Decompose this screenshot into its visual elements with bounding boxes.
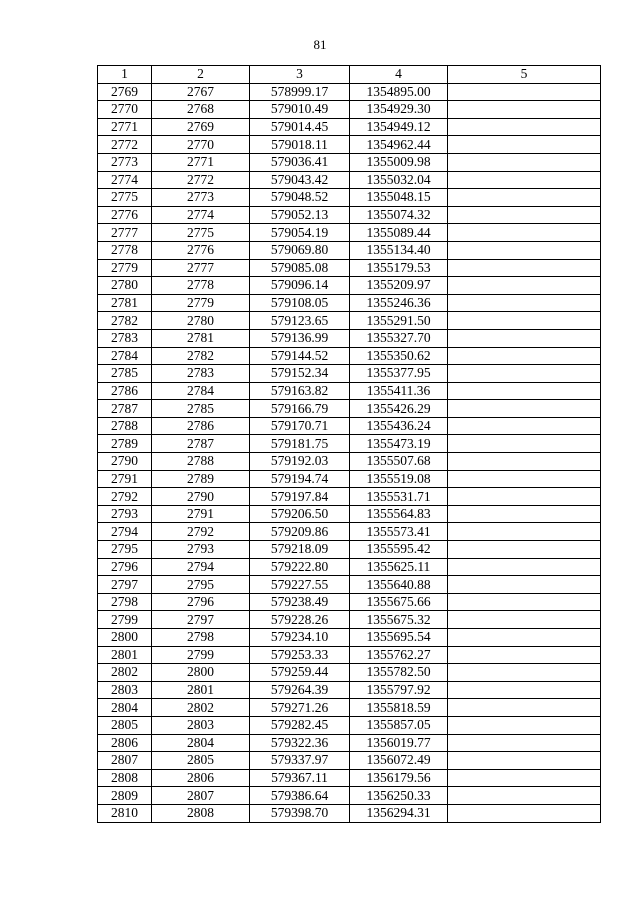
table-cell-col-5 <box>448 541 601 559</box>
table-cell-col-3: 579069.80 <box>250 241 350 259</box>
table-row <box>98 505 601 523</box>
table-cell-col-1: 2805 <box>98 716 152 734</box>
table-cell-col-5 <box>448 83 601 101</box>
table-cell-col-1: 2804 <box>98 699 152 717</box>
table-cell-col-1: 2801 <box>98 646 152 664</box>
table-cell-col-2: 2779 <box>152 294 250 312</box>
table-cell-col-1: 2781 <box>98 294 152 312</box>
table-cell-col-5 <box>448 259 601 277</box>
table-cell-col-4: 1355818.59 <box>350 699 448 717</box>
table-cell-col-5 <box>448 118 601 136</box>
table-cell-col-5 <box>448 505 601 523</box>
table-cell-col-5 <box>448 629 601 647</box>
table-cell-col-4: 1355762.27 <box>350 646 448 664</box>
table-row <box>98 136 601 154</box>
table-cell-col-4: 1354895.00 <box>350 83 448 101</box>
table-cell-col-1: 2772 <box>98 136 152 154</box>
table-row <box>98 189 601 207</box>
table-row <box>98 417 601 435</box>
table-cell-col-2: 2798 <box>152 629 250 647</box>
table-cell-col-2: 2768 <box>152 101 250 119</box>
coordinates-table <box>97 65 601 823</box>
table-cell-col-2: 2783 <box>152 365 250 383</box>
table-cell-col-4: 1355473.19 <box>350 435 448 453</box>
table-cell-col-2: 2795 <box>152 576 250 594</box>
table-row <box>98 453 601 471</box>
table-cell-col-4: 1355009.98 <box>350 153 448 171</box>
table-row <box>98 734 601 752</box>
table-header-row <box>98 66 601 84</box>
table-cell-col-1: 2792 <box>98 488 152 506</box>
table-cell-col-4: 1355032.04 <box>350 171 448 189</box>
table-cell-col-1: 2793 <box>98 505 152 523</box>
table-cell-col-3: 579048.52 <box>250 189 350 207</box>
table-cell-col-5 <box>448 716 601 734</box>
table-cell-col-4: 1356072.49 <box>350 752 448 770</box>
table-cell-col-1: 2788 <box>98 417 152 435</box>
table-cell-col-5 <box>448 804 601 822</box>
table-cell-col-1: 2776 <box>98 206 152 224</box>
table-cell-col-2: 2780 <box>152 312 250 330</box>
column-header-3: 3 <box>250 66 350 84</box>
table-cell-col-1: 2786 <box>98 382 152 400</box>
table-cell-col-3: 579228.26 <box>250 611 350 629</box>
table-row <box>98 523 601 541</box>
table-cell-col-2: 2790 <box>152 488 250 506</box>
table-cell-col-1: 2794 <box>98 523 152 541</box>
table-cell-col-5 <box>448 611 601 629</box>
column-header-1: 1 <box>98 66 152 84</box>
table-cell-col-1: 2796 <box>98 558 152 576</box>
table-cell-col-2: 2805 <box>152 752 250 770</box>
table-row <box>98 699 601 717</box>
table-row <box>98 435 601 453</box>
table-cell-col-2: 2772 <box>152 171 250 189</box>
table-cell-col-3: 579386.64 <box>250 787 350 805</box>
table-row <box>98 558 601 576</box>
table-cell-col-3: 579152.34 <box>250 365 350 383</box>
table-cell-col-2: 2782 <box>152 347 250 365</box>
table-cell-col-2: 2802 <box>152 699 250 717</box>
table-cell-col-2: 2784 <box>152 382 250 400</box>
table-cell-col-5 <box>448 365 601 383</box>
table-row <box>98 171 601 189</box>
table-cell-col-2: 2776 <box>152 241 250 259</box>
table-cell-col-2: 2791 <box>152 505 250 523</box>
table-cell-col-4: 1355246.36 <box>350 294 448 312</box>
table-cell-col-1: 2810 <box>98 804 152 822</box>
page-number: 81 <box>313 37 327 52</box>
table-row <box>98 576 601 594</box>
table-cell-col-1: 2795 <box>98 541 152 559</box>
table-cell-col-2: 2778 <box>152 277 250 295</box>
table-row <box>98 541 601 559</box>
table-row <box>98 347 601 365</box>
table-cell-col-2: 2787 <box>152 435 250 453</box>
table-row <box>98 787 601 805</box>
table-cell-col-1: 2780 <box>98 277 152 295</box>
table-cell-col-1: 2807 <box>98 752 152 770</box>
table-cell-col-5 <box>448 417 601 435</box>
table-cell-col-1: 2779 <box>98 259 152 277</box>
table-cell-col-3: 579108.05 <box>250 294 350 312</box>
table-cell-col-5 <box>448 277 601 295</box>
table-cell-col-4: 1355695.54 <box>350 629 448 647</box>
table-cell-col-5 <box>448 189 601 207</box>
table-cell-col-5 <box>448 523 601 541</box>
table-cell-col-3: 579206.50 <box>250 505 350 523</box>
table-cell-col-4: 1354929.30 <box>350 101 448 119</box>
table-cell-col-1: 2797 <box>98 576 152 594</box>
table-cell-col-4: 1355291.50 <box>350 312 448 330</box>
table-cell-col-1: 2778 <box>98 241 152 259</box>
table-cell-col-3: 579234.10 <box>250 629 350 647</box>
table-cell-col-3: 579282.45 <box>250 716 350 734</box>
table-cell-col-1: 2806 <box>98 734 152 752</box>
table-cell-col-2: 2789 <box>152 470 250 488</box>
table-cell-col-3: 579264.39 <box>250 681 350 699</box>
table-cell-col-1: 2809 <box>98 787 152 805</box>
table-cell-col-2: 2803 <box>152 716 250 734</box>
table-cell-col-5 <box>448 206 601 224</box>
table-row <box>98 400 601 418</box>
table-cell-col-3: 578999.17 <box>250 83 350 101</box>
table-cell-col-2: 2775 <box>152 224 250 242</box>
table-cell-col-4: 1355209.97 <box>350 277 448 295</box>
table-cell-col-2: 2777 <box>152 259 250 277</box>
table-cell-col-5 <box>448 382 601 400</box>
table-cell-col-5 <box>448 593 601 611</box>
table-body <box>98 83 601 822</box>
table-cell-col-3: 579322.36 <box>250 734 350 752</box>
table-row <box>98 646 601 664</box>
table-cell-col-5 <box>448 241 601 259</box>
table-cell-col-4: 1356294.31 <box>350 804 448 822</box>
table-cell-col-3: 579166.79 <box>250 400 350 418</box>
table-row <box>98 365 601 383</box>
table-cell-col-5 <box>448 752 601 770</box>
table-cell-col-5 <box>448 453 601 471</box>
table-cell-col-1: 2770 <box>98 101 152 119</box>
table-cell-col-4: 1355074.32 <box>350 206 448 224</box>
table-cell-col-2: 2804 <box>152 734 250 752</box>
table-row <box>98 83 601 101</box>
table-cell-col-1: 2787 <box>98 400 152 418</box>
table-cell-col-4: 1354962.44 <box>350 136 448 154</box>
table-cell-col-2: 2794 <box>152 558 250 576</box>
table-cell-col-3: 579136.99 <box>250 329 350 347</box>
column-header-2: 2 <box>152 66 250 84</box>
table-cell-col-4: 1355595.42 <box>350 541 448 559</box>
table-cell-col-3: 579222.80 <box>250 558 350 576</box>
table-cell-col-4: 1355089.44 <box>350 224 448 242</box>
table-cell-col-1: 2800 <box>98 629 152 647</box>
table-cell-col-4: 1356179.56 <box>350 769 448 787</box>
table-cell-col-2: 2806 <box>152 769 250 787</box>
table-cell-col-4: 1355327.70 <box>350 329 448 347</box>
table-cell-col-3: 579337.97 <box>250 752 350 770</box>
table-cell-col-3: 579209.86 <box>250 523 350 541</box>
table-cell-col-4: 1355797.92 <box>350 681 448 699</box>
table-cell-col-4: 1355625.11 <box>350 558 448 576</box>
table-cell-col-3: 579096.14 <box>250 277 350 295</box>
table-row <box>98 153 601 171</box>
table-cell-col-2: 2781 <box>152 329 250 347</box>
table-row <box>98 241 601 259</box>
table-row <box>98 769 601 787</box>
column-header-4: 4 <box>350 66 448 84</box>
table-cell-col-5 <box>448 488 601 506</box>
table-cell-col-3: 579181.75 <box>250 435 350 453</box>
table-cell-col-4: 1355573.41 <box>350 523 448 541</box>
table-cell-col-2: 2793 <box>152 541 250 559</box>
table-cell-col-3: 579253.33 <box>250 646 350 664</box>
table-cell-col-5 <box>448 769 601 787</box>
table-row <box>98 312 601 330</box>
table-cell-col-3: 579054.19 <box>250 224 350 242</box>
table-cell-col-5 <box>448 787 601 805</box>
table-cell-col-3: 579192.03 <box>250 453 350 471</box>
table-cell-col-4: 1355531.71 <box>350 488 448 506</box>
table-cell-col-4: 1355350.62 <box>350 347 448 365</box>
table-cell-col-1: 2784 <box>98 347 152 365</box>
table-cell-col-4: 1355411.36 <box>350 382 448 400</box>
table-row <box>98 294 601 312</box>
table-cell-col-1: 2769 <box>98 83 152 101</box>
table-cell-col-4: 1355436.24 <box>350 417 448 435</box>
table-cell-col-4: 1355519.08 <box>350 470 448 488</box>
table-cell-col-2: 2792 <box>152 523 250 541</box>
table-cell-col-4: 1355857.05 <box>350 716 448 734</box>
table-cell-col-1: 2775 <box>98 189 152 207</box>
table-row <box>98 593 601 611</box>
table-cell-col-5 <box>448 435 601 453</box>
table-row <box>98 259 601 277</box>
table-cell-col-3: 579036.41 <box>250 153 350 171</box>
table-cell-col-1: 2783 <box>98 329 152 347</box>
table-cell-col-3: 579367.11 <box>250 769 350 787</box>
table-cell-col-4: 1355675.66 <box>350 593 448 611</box>
table-cell-col-2: 2773 <box>152 189 250 207</box>
table-row <box>98 752 601 770</box>
table-cell-col-2: 2799 <box>152 646 250 664</box>
table-cell-col-3: 579218.09 <box>250 541 350 559</box>
table-row <box>98 118 601 136</box>
table-cell-col-4: 1355675.32 <box>350 611 448 629</box>
table-cell-col-3: 579144.52 <box>250 347 350 365</box>
table-cell-col-1: 2785 <box>98 365 152 383</box>
table-cell-col-1: 2803 <box>98 681 152 699</box>
table-cell-col-1: 2808 <box>98 769 152 787</box>
table-row <box>98 224 601 242</box>
table-cell-col-3: 579085.08 <box>250 259 350 277</box>
table-cell-col-4: 1355564.83 <box>350 505 448 523</box>
table-cell-col-2: 2808 <box>152 804 250 822</box>
table-row <box>98 470 601 488</box>
table-cell-col-1: 2777 <box>98 224 152 242</box>
table-cell-col-5 <box>448 171 601 189</box>
table-cell-col-5 <box>448 153 601 171</box>
table-cell-col-5 <box>448 294 601 312</box>
table-cell-col-1: 2782 <box>98 312 152 330</box>
table-cell-col-1: 2773 <box>98 153 152 171</box>
table-cell-col-3: 579194.74 <box>250 470 350 488</box>
table-cell-col-5 <box>448 136 601 154</box>
table-cell-col-5 <box>448 312 601 330</box>
table-cell-col-5 <box>448 576 601 594</box>
table-cell-col-2: 2770 <box>152 136 250 154</box>
table-cell-col-3: 579238.49 <box>250 593 350 611</box>
table-cell-col-3: 579197.84 <box>250 488 350 506</box>
table-cell-col-1: 2799 <box>98 611 152 629</box>
table-cell-col-2: 2797 <box>152 611 250 629</box>
table-row <box>98 488 601 506</box>
table-cell-col-2: 2786 <box>152 417 250 435</box>
table-cell-col-2: 2796 <box>152 593 250 611</box>
table-cell-col-3: 579123.65 <box>250 312 350 330</box>
table-cell-col-1: 2791 <box>98 470 152 488</box>
table-cell-col-4: 1355507.68 <box>350 453 448 471</box>
table-cell-col-3: 579018.11 <box>250 136 350 154</box>
table-cell-col-2: 2774 <box>152 206 250 224</box>
table-cell-col-5 <box>448 101 601 119</box>
table-cell-col-3: 579259.44 <box>250 664 350 682</box>
table-row <box>98 277 601 295</box>
column-header-5: 5 <box>448 66 601 84</box>
table-cell-col-2: 2800 <box>152 664 250 682</box>
table-cell-col-1: 2771 <box>98 118 152 136</box>
table-cell-col-3: 579170.71 <box>250 417 350 435</box>
table-cell-col-5 <box>448 664 601 682</box>
table-cell-col-4: 1356019.77 <box>350 734 448 752</box>
table-row <box>98 329 601 347</box>
table-cell-col-3: 579010.49 <box>250 101 350 119</box>
table-cell-col-3: 579052.13 <box>250 206 350 224</box>
table-cell-col-1: 2789 <box>98 435 152 453</box>
table-row <box>98 611 601 629</box>
table-cell-col-5 <box>448 224 601 242</box>
table-cell-col-2: 2788 <box>152 453 250 471</box>
table-row <box>98 101 601 119</box>
table-cell-col-5 <box>448 470 601 488</box>
table-row <box>98 629 601 647</box>
table-cell-col-3: 579014.45 <box>250 118 350 136</box>
table-cell-col-4: 1355377.95 <box>350 365 448 383</box>
table-cell-col-4: 1355134.40 <box>350 241 448 259</box>
table-cell-col-1: 2790 <box>98 453 152 471</box>
table-cell-col-5 <box>448 681 601 699</box>
table-cell-col-4: 1355426.29 <box>350 400 448 418</box>
table-cell-col-2: 2767 <box>152 83 250 101</box>
table-cell-col-5 <box>448 400 601 418</box>
table-cell-col-2: 2785 <box>152 400 250 418</box>
table-cell-col-3: 579163.82 <box>250 382 350 400</box>
table-cell-col-3: 579043.42 <box>250 171 350 189</box>
table-row <box>98 681 601 699</box>
table-row <box>98 716 601 734</box>
table-cell-col-5 <box>448 347 601 365</box>
table-cell-col-2: 2769 <box>152 118 250 136</box>
table-cell-col-5 <box>448 646 601 664</box>
table-cell-col-1: 2802 <box>98 664 152 682</box>
table-cell-col-4: 1354949.12 <box>350 118 448 136</box>
table-cell-col-5 <box>448 699 601 717</box>
table-cell-col-4: 1355782.50 <box>350 664 448 682</box>
table-cell-col-4: 1356250.33 <box>350 787 448 805</box>
table-cell-col-2: 2771 <box>152 153 250 171</box>
table-row <box>98 382 601 400</box>
table-cell-col-5 <box>448 329 601 347</box>
table-row <box>98 206 601 224</box>
table-cell-col-3: 579227.55 <box>250 576 350 594</box>
table-cell-col-3: 579271.26 <box>250 699 350 717</box>
table-cell-col-5 <box>448 734 601 752</box>
table-cell-col-4: 1355179.53 <box>350 259 448 277</box>
table-cell-col-4: 1355640.88 <box>350 576 448 594</box>
table-cell-col-1: 2798 <box>98 593 152 611</box>
table-row <box>98 804 601 822</box>
table-cell-col-3: 579398.70 <box>250 804 350 822</box>
table-cell-col-1: 2774 <box>98 171 152 189</box>
table-cell-col-2: 2807 <box>152 787 250 805</box>
table-cell-col-4: 1355048.15 <box>350 189 448 207</box>
table-cell-col-2: 2801 <box>152 681 250 699</box>
table-row <box>98 664 601 682</box>
table-cell-col-5 <box>448 558 601 576</box>
